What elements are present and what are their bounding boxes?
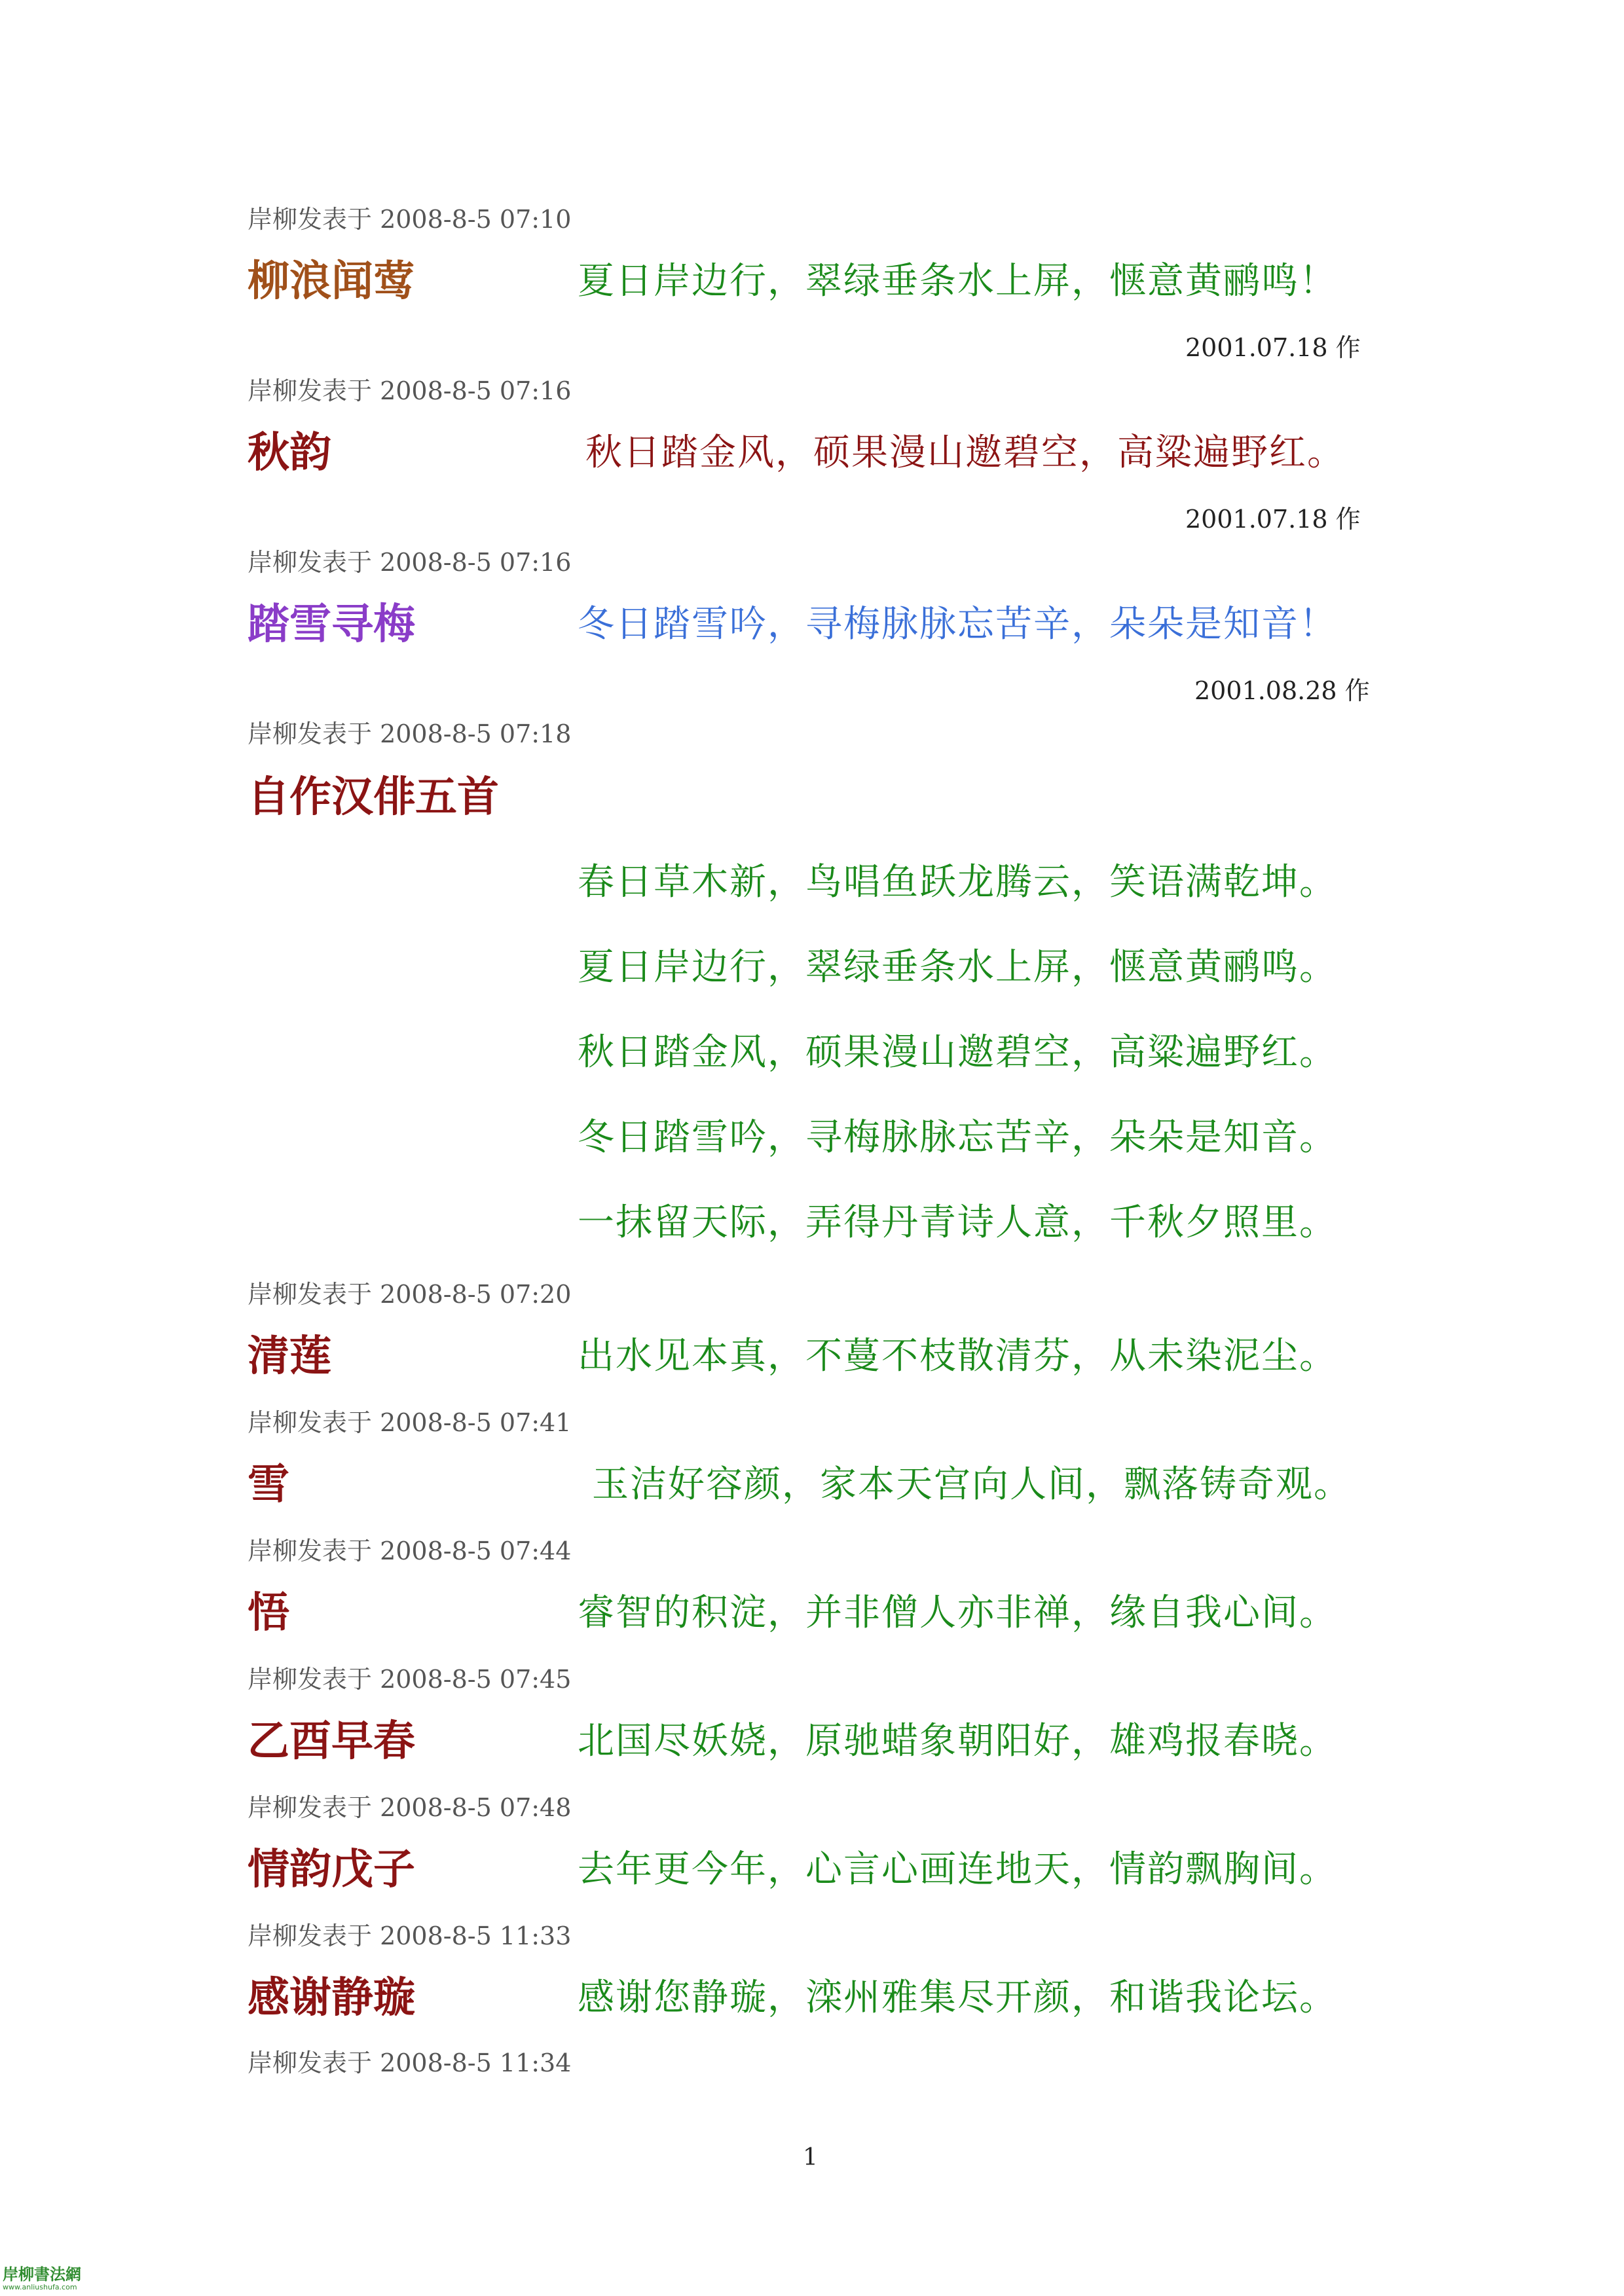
poem-line: 睿智的积淀，并非僧人亦非禅，缘自我心间。 xyxy=(578,1592,1337,1634)
site-watermark-logo xyxy=(3,2267,81,2291)
post-meta: 岸柳发表于 2008-8-5 07:18 xyxy=(248,720,572,748)
poem-title: 雪 xyxy=(248,1461,289,1509)
poem-line: 感谢您静璇，滦州雅集尽开颜，和谐我论坛。 xyxy=(578,1977,1337,2019)
post-meta: 岸柳发表于 2008-8-5 07:48 xyxy=(248,1793,572,1822)
watermark-title: 岸柳書法網 xyxy=(3,2265,81,2284)
poem-title: 踏雪寻梅 xyxy=(248,600,415,649)
poem-line: 夏日岸边行，翠绿垂条水上屏，惬意黄鹂鸣。 xyxy=(578,946,1337,989)
poem-title: 感谢静璇 xyxy=(248,1974,415,2022)
poem-line: 一抹留天际，弄得丹青诗人意，千秋夕照里。 xyxy=(578,1201,1337,1244)
poem-date: 2001.08.28 作 xyxy=(1194,676,1370,705)
poem-line: 秋日踏金风，硕果漫山邀碧空，高粱遍野红。 xyxy=(585,431,1345,474)
poem-line: 北国尽妖娆，原驰蜡象朝阳好，雄鸡报春晓。 xyxy=(578,1720,1337,1762)
poem-line: 出水见本真，不蔓不枝散清芬，从未染泥尘。 xyxy=(578,1335,1337,1377)
post-meta: 岸柳发表于 2008-8-5 07:45 xyxy=(248,1665,572,1694)
post-meta: 岸柳发表于 2008-8-5 11:33 xyxy=(248,1922,572,1950)
post-meta: 岸柳发表于 2008-8-5 07:41 xyxy=(248,1408,572,1437)
poem-title: 乙酉早春 xyxy=(248,1717,415,1766)
post-meta: 岸柳发表于 2008-8-5 11:34 xyxy=(248,2049,572,2077)
poem-title: 清莲 xyxy=(248,1332,331,1381)
post-meta: 岸柳发表于 2008-8-5 07:44 xyxy=(248,1537,572,1565)
post-meta: 岸柳发表于 2008-8-5 07:10 xyxy=(248,205,572,234)
poem-title: 情韵戊子 xyxy=(248,1846,415,1894)
poem-title: 柳浪闻莺 xyxy=(248,257,415,306)
poem-date: 2001.07.18 作 xyxy=(1185,505,1361,534)
poem-line: 秋日踏金风，硕果漫山邀碧空，高粱遍野红。 xyxy=(578,1031,1337,1074)
poem-title: 秋韵 xyxy=(248,429,331,477)
post-meta: 岸柳发表于 2008-8-5 07:20 xyxy=(248,1280,572,1309)
poem-line: 夏日岸边行，翠绿垂条水上屏，惬意黄鹂鸣！ xyxy=(578,260,1337,302)
poem-date: 2001.07.18 作 xyxy=(1185,333,1361,362)
page-number: 1 xyxy=(803,2144,818,2171)
poem-line: 冬日踏雪吟，寻梅脉脉忘苦辛，朵朵是知音。 xyxy=(578,1116,1337,1159)
post-meta: 岸柳发表于 2008-8-5 07:16 xyxy=(248,548,572,577)
poem-title: 自作汉俳五首 xyxy=(248,773,499,822)
poem-line: 去年更今年，心言心画连地天，情韵飘胸间。 xyxy=(578,1848,1337,1891)
poem-line: 春日草木新，鸟唱鱼跃龙腾云，笑语满乾坤。 xyxy=(578,861,1337,903)
watermark-url: www.anliushufa.com xyxy=(3,2283,77,2291)
poem-line: 冬日踏雪吟，寻梅脉脉忘苦辛，朵朵是知音！ xyxy=(578,603,1337,646)
post-meta: 岸柳发表于 2008-8-5 07:16 xyxy=(248,376,572,405)
poem-title: 悟 xyxy=(248,1589,289,1637)
poem-line: 玉洁好容颜，家本天宫向人间，飘落铸奇观。 xyxy=(592,1463,1352,1506)
